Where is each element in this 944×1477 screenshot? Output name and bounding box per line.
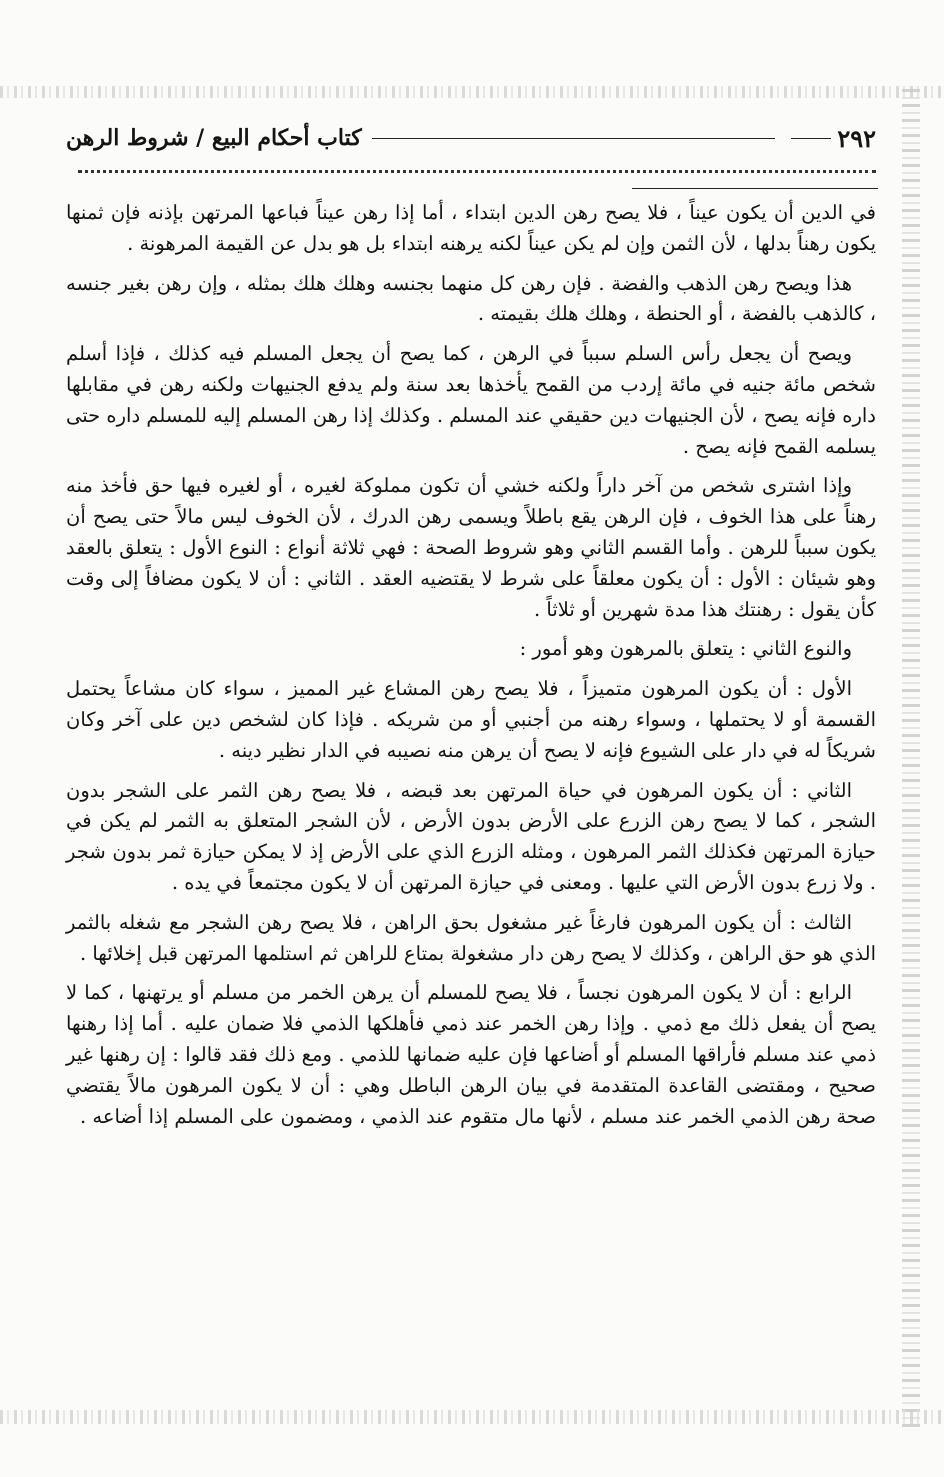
page-border-top <box>0 86 944 98</box>
paragraph: الثالث : أن يكون المرهون فارغاً غير مشغول بحق الراهن ، فلا يصح رهن الشجر مع شغله بالثمر الذي هو حق الراهن ، وكذلك لا يصح رهن دار مشغولة بمتاع للراهن ثم استلمها المرتهن قبل إخلائها . <box>66 910 876 965</box>
top-short-rule <box>632 188 878 189</box>
paragraph: الأول : أن يكون المرهون متميزاً ، فلا يصح رهن المشاع غير المميز ، سواء كان مشاعاً يحتمل القسمة أو لا يحتملها ، وسواء رهنه من أجنبي أو من شريكه . فإذا كان لشخص دين على آخر وكان شريكاً له في دار على الشيوع فإنه لا يصح أن يرهن منه نصيبه في الدار نظير دينه . <box>66 677 876 762</box>
header-rule-long <box>372 138 776 139</box>
running-header <box>66 118 876 158</box>
book-title: كتاب أحكام البيع / شروط الرهن <box>66 125 362 151</box>
body-text <box>66 198 876 1141</box>
paragraph: وإذا اشترى شخص من آخر داراً ولكنه خشي أن تكون مملوكة لغيره ، أو لغيره فيها حق فأخذ منه رهناً على هذا الخوف ، فإن الرهن يقع باطلاً ويسمى رهن الدرك ، لأن الخوف ليس مالاً حتى يصح أن يكون سبباً للرهن . وأما القسم الثاني وهو شروط الصحة : فهي ثلاثة أنواع : النوع الأول : يتعلق بالعقد وهو شيئان : الأول : أن يكون معلقاً على شرط لا يقتضيه العقد . الثاني : أن لا يكون مضافاً إلى وقت كأن يقول : رهنتك هذا مدة شهرين أو ثلاثاً . <box>66 474 876 621</box>
page-border-right <box>902 86 920 1427</box>
paragraph: هذا ويصح رهن الذهب والفضة . فإن رهن كل منهما بجنسه وهلك هلك بمثله ، وإن رهن بغير جنسه ، كالذهب بالفضة ، أو الحنطة ، وهلك هلك بقيمته . <box>66 271 876 326</box>
paragraph: الثاني : أن يكون المرهون في حياة المرتهن بعد قبضه ، فلا يصح رهن الثمر على الشجر بدون الشجر ، كما لا يصح رهن الزرع على الأرض بدون الأرض ، لأن الشجر المتعلق به الثمر لم يكن في حيازة المرتهن فكذلك الثمر المرهون ، ومثله الزرع الذي على الأرض إذ لا يمكن حيازة ثمر بدون شجر . ولا زرع بدون الأرض التي عليها . ومعنى في حيازة المرتهن أن لا يكون مجتمعاً في يده . <box>66 778 876 894</box>
header-rule-short <box>791 138 831 139</box>
paragraph: الرابع : أن لا يكون المرهون نجساً ، فلا يصح للمسلم أن يرهن الخمر من مسلم أو يرتهنها ، كما لا يصح أن يفعل ذلك مع ذمي . وإذا رهن الخمر عند ذمي فأهلكها الذمي فلا ضمان عليه . أما إذا رهنها ذمي عند مسلم فأراقها المسلم أو أضاعها فإن عليه ضمانها للذمي . ومع ذلك فقد قالوا : إن رهنها غير صحيح ، ومقتضى القاعدة المتقدمة في بيان الرهن الباطل وهي : أن لا يكون المرهون مالاً يقتضي صحة رهن الذمي الخمر عند مسلم ، لأنها مال متقوم عند الذمي ، ومضمون على المسلم إذا أضاعه . <box>66 981 876 1128</box>
paragraph: في الدين أن يكون عيناً ، فلا يصح رهن الدين ابتداء ، أما إذا رهن عيناً فباعها المرتهن بإذنه فإن ثمنها يكون رهناً بدلها ، لأن الثمن وإن لم يكن عيناً لكنه يرهنه ابتداء بل هو بدل عن القيمة المرهونة . <box>66 201 876 255</box>
page-border-bottom <box>0 1410 944 1424</box>
page-number: ٢٩٢ <box>837 123 876 153</box>
header-dotted-divider <box>78 170 876 173</box>
paragraph: ويصح أن يجعل رأس السلم سبباً في الرهن ، كما يصح أن يجعل المسلم فيه كذلك ، فإذا أسلم شخص مائة جنيه في مائة إردب من القمح يأخذها بعد سنة ولم يدفع الجنيهات ولكنه رهن في مقابلها داره فإنه يصح ، لأن الجنيهات دين حقيقي عند المسلم . وكذلك إذا رهن المسلم إليه للمسلم داره حتى يسلمه القمح فإنه يصح . <box>66 342 876 458</box>
paragraph: والنوع الثاني : يتعلق بالمرهون وهو أمور : <box>519 637 852 661</box>
